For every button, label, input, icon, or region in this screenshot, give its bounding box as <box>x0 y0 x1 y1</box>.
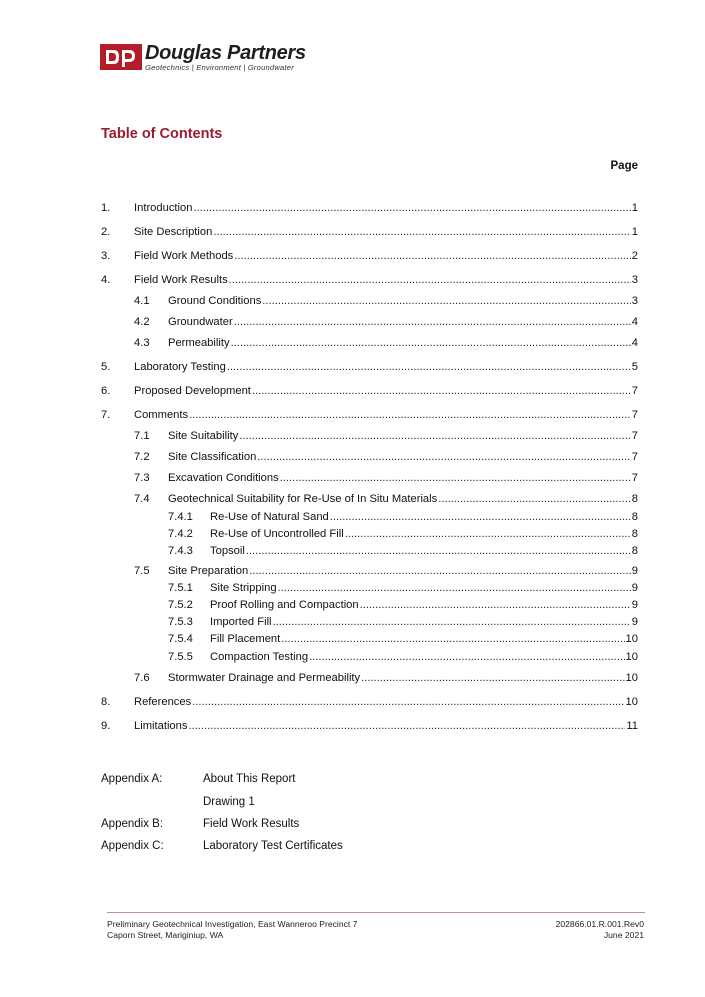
douglas-partners-logo-icon <box>100 42 142 72</box>
toc-entry-label: Comments <box>134 409 189 421</box>
toc-entry-number: 4. <box>101 274 111 286</box>
toc-leader-dots <box>361 672 624 684</box>
toc-entry-number: 7.4.3 <box>168 545 193 557</box>
toc-entry-number: 2. <box>101 226 111 238</box>
toc-entry-label: Field Work Methods <box>134 250 234 262</box>
toc-entry[interactable] <box>134 337 638 352</box>
toc-leader-dots <box>189 409 631 421</box>
toc-entry-page: 7 <box>631 430 638 442</box>
toc-leader-dots <box>345 528 631 540</box>
footer-project <box>107 919 357 941</box>
appendix-title: Field Work Results <box>203 818 300 830</box>
appendix-label: Appendix A: <box>101 773 163 785</box>
toc-entry[interactable] <box>101 226 638 241</box>
toc-entry-page: 8 <box>631 511 638 523</box>
toc-entry-number: 3. <box>101 250 111 262</box>
toc-entry-page: 8 <box>631 545 638 557</box>
toc-leader-dots <box>188 720 625 732</box>
toc-entry-number: 7.2 <box>134 451 150 463</box>
toc-leader-dots <box>231 337 631 349</box>
toc-entry-number: 7.5 <box>134 565 150 577</box>
toc-entry-number: 4.3 <box>134 337 150 349</box>
toc-entry-number: 7.5.4 <box>168 633 193 645</box>
appendix-label: Appendix B: <box>101 818 164 830</box>
toc-leader-dots <box>257 451 630 463</box>
toc-entry-label: Compaction Testing <box>210 651 309 663</box>
appendix-title: Laboratory Test Certificates <box>203 840 343 852</box>
toc-leader-dots <box>239 430 630 442</box>
appendix-title: About This Report <box>203 773 296 785</box>
toc-leader-dots <box>309 651 624 663</box>
toc-entry-label: Site Description <box>134 226 213 238</box>
toc-entry[interactable] <box>101 274 638 289</box>
logo-company-name: Douglas Partners <box>145 42 306 64</box>
toc-leader-dots <box>360 599 631 611</box>
toc-entry-number: 7.4.1 <box>168 511 193 523</box>
toc-entry-label: Ground Conditions <box>168 295 262 307</box>
toc-leader-dots <box>193 202 630 214</box>
toc-entry-page: 4 <box>631 316 638 328</box>
toc-entry-page: 7 <box>631 451 638 463</box>
footer-report-date: June 2021 <box>603 930 644 940</box>
appendix-entry[interactable] <box>101 818 299 834</box>
toc-entry[interactable] <box>168 616 638 631</box>
toc-entry-page: 7 <box>631 385 638 397</box>
toc-entry-label: Field Work Results <box>134 274 228 286</box>
toc-entry[interactable] <box>168 545 638 560</box>
toc-entry-page: 8 <box>631 528 638 540</box>
toc-entry[interactable] <box>168 651 638 666</box>
toc-entry-number: 7.5.5 <box>168 651 193 663</box>
toc-entry-page: 10 <box>625 651 638 663</box>
toc-entry-page: 1 <box>631 226 638 238</box>
toc-entry-number: 7.6 <box>134 672 150 684</box>
toc-leader-dots <box>281 633 624 645</box>
toc-entry[interactable] <box>134 493 638 508</box>
toc-leader-dots <box>227 361 631 373</box>
toc-entry-number: 5. <box>101 361 111 373</box>
appendix-entry[interactable] <box>101 773 295 789</box>
toc-entry-page: 10 <box>625 633 638 645</box>
toc-entry-label: Limitations <box>134 720 188 732</box>
toc-entry[interactable] <box>101 385 638 400</box>
toc-leader-dots <box>262 295 630 307</box>
toc-entry[interactable] <box>168 511 638 526</box>
toc-entry-number: 7.5.1 <box>168 582 193 594</box>
toc-leader-dots <box>229 274 631 286</box>
toc-entry-number: 7.1 <box>134 430 150 442</box>
appendix-entry[interactable] <box>101 840 343 856</box>
toc-leader-dots <box>280 472 631 484</box>
toc-entry[interactable] <box>168 528 638 543</box>
toc-entry-number: 7.4 <box>134 493 150 505</box>
toc-leader-dots <box>252 385 631 397</box>
toc-entry-number: 4.2 <box>134 316 150 328</box>
toc-entry-number: 7. <box>101 409 111 421</box>
toc-entry-label: Introduction <box>134 202 193 214</box>
toc-leader-dots <box>278 582 631 594</box>
toc-entry-page: 4 <box>631 337 638 349</box>
toc-entry-page: 7 <box>631 409 638 421</box>
toc-leader-dots <box>213 226 630 238</box>
toc-entry-number: 7.3 <box>134 472 150 484</box>
toc-entry-label: Proof Rolling and Compaction <box>210 599 359 611</box>
toc-entry-label: Permeability <box>168 337 230 349</box>
toc-entry-label: Excavation Conditions <box>168 472 279 484</box>
toc-entry-page: 11 <box>626 720 638 732</box>
toc-entry-page: 9 <box>631 616 638 628</box>
toc-entry-number: 7.5.3 <box>168 616 193 628</box>
toc-entry-number: 1. <box>101 202 111 214</box>
toc-entry-number: 4.1 <box>134 295 150 307</box>
toc-entry-number: 6. <box>101 385 111 397</box>
toc-leader-dots <box>234 316 631 328</box>
toc-entry-page: 10 <box>625 672 638 684</box>
toc-entry-page: 8 <box>631 493 638 505</box>
toc-entry-label: References <box>134 696 192 708</box>
toc-entry-label: Site Stripping <box>210 582 277 594</box>
toc-entry[interactable] <box>101 696 638 711</box>
toc-entry-label: Re-Use of Natural Sand <box>210 511 329 523</box>
toc-title: Table of Contents <box>101 126 223 142</box>
footer-project-title: Preliminary Geotechnical Investigation, East Wanneroo Precinct 7 <box>107 919 358 929</box>
toc-entry[interactable] <box>134 672 638 687</box>
toc-entry[interactable] <box>101 361 638 376</box>
toc-entry-page: 9 <box>631 565 638 577</box>
appendix-entry[interactable] <box>101 796 255 812</box>
toc-entry[interactable] <box>134 316 638 331</box>
toc-entry-label: Topsoil <box>210 545 245 557</box>
appendix-label: Appendix C: <box>101 840 164 852</box>
toc-entry-number: 7.4.2 <box>168 528 193 540</box>
toc-leader-dots <box>246 545 631 557</box>
toc-entry-label: Laboratory Testing <box>134 361 226 373</box>
toc-entry-page: 9 <box>631 582 638 594</box>
toc-leader-dots <box>249 565 631 577</box>
toc-leader-dots <box>192 696 624 708</box>
toc-leader-dots <box>330 511 631 523</box>
toc-leader-dots <box>438 493 631 505</box>
page-column-header: Page <box>610 160 638 172</box>
toc-entry-label: Re-Use of Uncontrolled Fill <box>210 528 344 540</box>
toc-entry-page: 10 <box>625 696 638 708</box>
toc-entry[interactable] <box>101 409 638 424</box>
toc-entry[interactable] <box>168 582 638 597</box>
toc-entry-page: 2 <box>631 250 638 262</box>
toc-entry[interactable] <box>134 295 638 310</box>
toc-entry-page: 7 <box>631 472 638 484</box>
toc-entry[interactable] <box>101 720 638 735</box>
toc-entry-number: 8. <box>101 696 111 708</box>
toc-entry-page: 1 <box>631 202 638 214</box>
toc-entry[interactable] <box>168 599 638 614</box>
toc-entry[interactable] <box>134 451 638 466</box>
toc-entry-number: 9. <box>101 720 111 732</box>
toc-leader-dots <box>273 616 631 628</box>
toc-entry[interactable] <box>134 430 638 445</box>
toc-entry-label: Imported Fill <box>210 616 272 628</box>
toc-entry-label: Fill Placement <box>210 633 281 645</box>
company-logo <box>100 42 306 74</box>
toc-entry[interactable] <box>101 250 638 265</box>
toc-entry[interactable] <box>101 202 638 217</box>
footer-report-number: 202866.01.R.001.Rev0 <box>555 919 644 929</box>
toc-entry-label: Site Suitability <box>168 430 239 442</box>
footer-project-location: Caporn Street, Mariginiup, WA <box>107 930 224 940</box>
appendix-title: Drawing 1 <box>203 796 255 808</box>
toc-entry-label: Stormwater Drainage and Permeability <box>168 672 361 684</box>
toc-entry-label: Site Classification <box>168 451 257 463</box>
toc-entry-label: Geotechnical Suitability for Re-Use of In Situ Materials <box>168 493 438 505</box>
toc-entry[interactable] <box>168 633 638 648</box>
footer-divider <box>107 912 645 913</box>
toc-entry[interactable] <box>134 472 638 487</box>
toc-entry-page: 9 <box>631 599 638 611</box>
footer-report-info <box>556 919 644 941</box>
toc-entry-label: Groundwater <box>168 316 233 328</box>
toc-entry-label: Site Preparation <box>168 565 249 577</box>
toc-entry-page: 3 <box>631 274 638 286</box>
logo-tagline: Geotechnics | Environment | Groundwater <box>145 63 294 72</box>
toc-entry[interactable] <box>134 565 638 580</box>
toc-leader-dots <box>234 250 630 262</box>
toc-entry-label: Proposed Development <box>134 385 251 397</box>
toc-entry-number: 7.5.2 <box>168 599 193 611</box>
toc-entry-page: 5 <box>631 361 638 373</box>
toc-entry-page: 3 <box>631 295 638 307</box>
